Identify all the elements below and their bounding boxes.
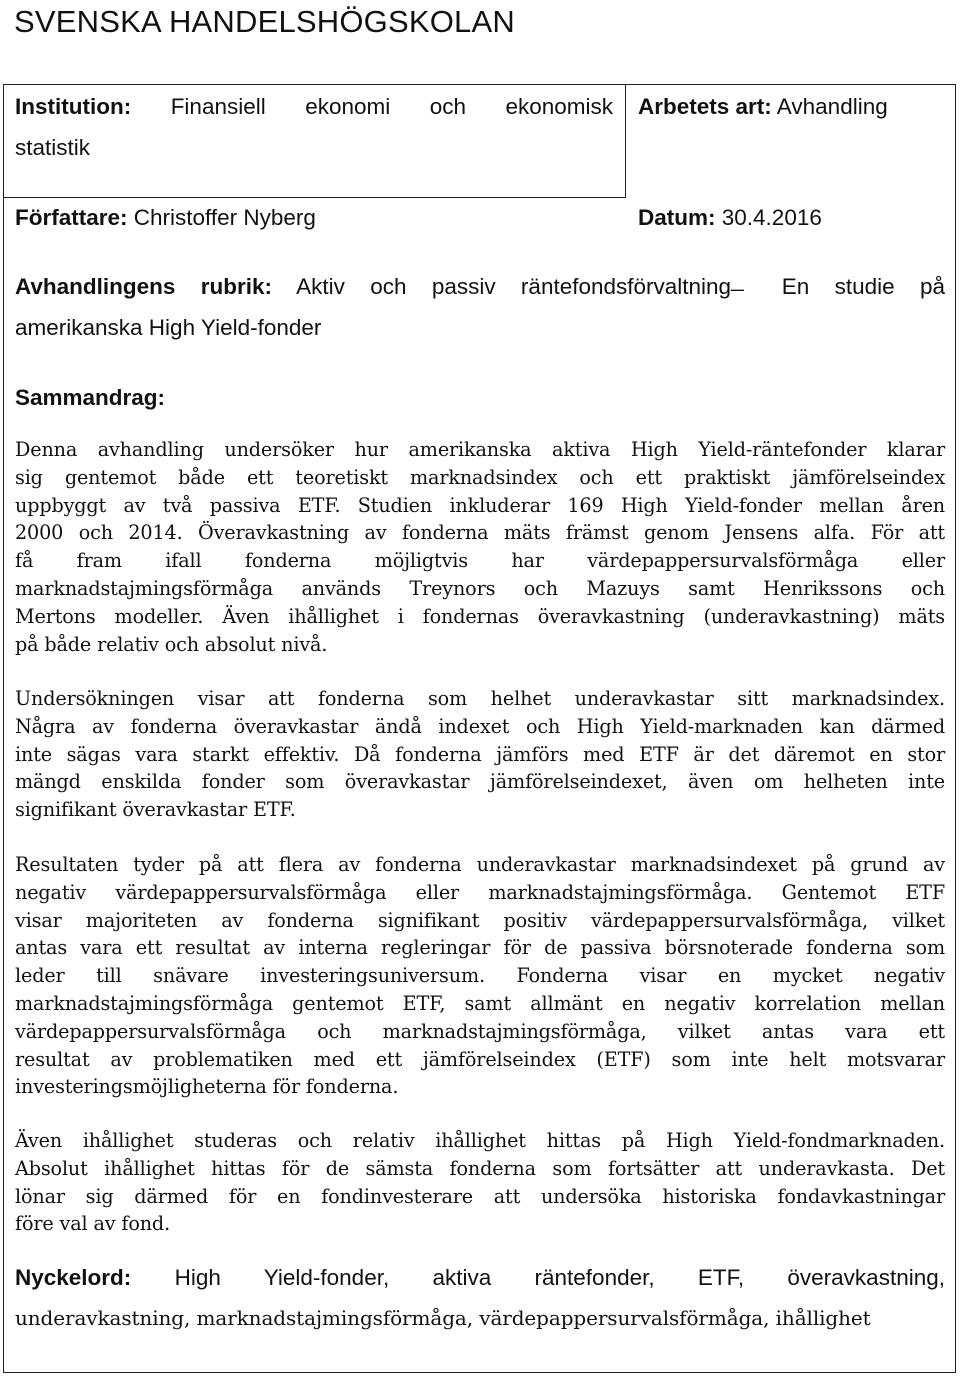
- summary-line: 2000 och 2014. Överavkastning av fonderna mäts främst genom Jensens alfa. För att: [15, 521, 945, 545]
- summary-paragraph-2: [15, 685, 945, 824]
- institution-field: [15, 86, 613, 168]
- summary-line: visar majoriteten av fonderna signifikant positiv värdepappersurvalsförmåga, vilket: [15, 908, 945, 932]
- summary-line: Denna avhandling undersöker hur amerikanska aktiva High Yield-räntefonder klarar: [15, 438, 945, 461]
- work-type-label: Arbetets art:: [638, 94, 772, 119]
- keywords-line-1: [15, 1257, 945, 1298]
- thesis-title-value-line2: amerikanska High Yield-fonder: [15, 315, 322, 340]
- author-field: [15, 197, 316, 238]
- summary-line: på både relativ och absolut nivå.: [15, 632, 328, 656]
- summary-line: marknadstajmingsförmåga används Treynors och Mazuys samt Henrikssons och: [15, 576, 945, 600]
- work-type-field: [638, 86, 888, 127]
- author-value: Christoffer Nyberg: [133, 205, 316, 230]
- date-label: Datum:: [638, 205, 716, 230]
- summary-paragraph-1: [15, 436, 945, 658]
- author-label: Författare:: [15, 205, 128, 230]
- thesis-title-line-1: [15, 266, 945, 307]
- institution-label: Institution:: [15, 94, 132, 119]
- keywords-line1: High Yield-fonder, aktiva räntefonder, ETF, överavkastning,: [174, 1265, 945, 1290]
- summary-paragraph-4: [15, 1127, 945, 1238]
- summary-line: Mertons modeller. Även ihållighet i fondernas överavkastning (underavkastning) mäts: [15, 604, 945, 628]
- keywords-field: [15, 1257, 945, 1339]
- summary-line: Absolut ihållighet hittas för de sämsta fonderna som fortsätter att underavkasta. Det: [15, 1156, 945, 1180]
- summary-line: leder till snävare investeringsuniversum. Fonderna visar en mycket negativ: [15, 964, 945, 988]
- summary-line: före val av fond.: [15, 1212, 171, 1236]
- summary-line: resultat av problematiken med ett jämförelseindex (ETF) som inte helt motsvarar: [15, 1047, 945, 1071]
- summary-line: Några av fonderna överavkastar ändå indexet och High Yield-marknaden kan därmed: [15, 714, 945, 738]
- summary-line: få fram ifall fonderna möjligtvis har värdepappersurvalsförmåga eller: [15, 549, 945, 573]
- column-divider: [625, 84, 626, 198]
- thesis-title-field: [15, 266, 945, 348]
- work-type-value: Avhandling: [776, 94, 888, 119]
- summary-line: Även ihållighet studeras och relativ ihållighet hittas på High Yield-fondmarknaden.: [15, 1129, 945, 1152]
- summary-line: uppbyggt av två passiva ETF. Studien inkluderar 169 High Yield-fonder mellan åren: [15, 493, 945, 517]
- date-field: [638, 197, 822, 238]
- summary-line: Resultaten tyder på att flera av fonderna underavkastar marknadsindexet på grund av: [15, 853, 945, 876]
- summary-line: värdepappersurvalsförmåga och marknadstajmingsförmåga, vilket antas vara ett: [15, 1019, 945, 1043]
- keywords-label: Nyckelord:: [15, 1265, 132, 1290]
- date-value: 30.4.2016: [721, 205, 822, 230]
- summary-line: negativ värdepappersurvalsförmåga eller marknadstajmingsförmåga. Gentemot ETF: [15, 880, 945, 904]
- thesis-title-value-line1: Aktiv och passiv räntefondsförvaltning ̶ En studie på: [296, 274, 945, 299]
- thesis-title-label: Avhandlingens rubrik:: [15, 274, 273, 299]
- summary-line: marknadstajmingsförmåga gentemot ETF, samt allmänt en negativ korrelation mellan: [15, 991, 945, 1015]
- summary-line: inte sägas vara starkt effektiv. Då fonderna jämförs med ETF är det däremot en stor: [15, 742, 945, 766]
- summary-heading: Sammandrag:: [15, 385, 166, 410]
- summary-line: signifikant överavkastar ETF.: [15, 798, 296, 822]
- summary-line: lönar sig därmed för en fondinvesterare att undersöka historiska fondavkastningar: [15, 1184, 945, 1208]
- institution-value-line1: Finansiell ekonomi och ekonomisk: [170, 94, 613, 119]
- summary-line: antas vara ett resultat av interna regleringar för de passiva börsnoterade fonderna som: [15, 936, 945, 960]
- summary-paragraph-3: [15, 851, 945, 1101]
- institution-line-1: [15, 86, 613, 127]
- school-name: SVENSKA HANDELSHÖGSKOLAN: [14, 4, 515, 39]
- summary-line: mängd enskilda fonder som överavkastar jämförelseindexet, även om helheten inte: [15, 770, 945, 794]
- summary-line: Undersökningen visar att fonderna som helhet underavkastar sitt marknadsindex.: [15, 687, 945, 710]
- keywords-line2: underavkastning, marknadstajmingsförmåga, värdepappersurvalsförmåga, ihållighet: [15, 1306, 871, 1330]
- summary-line: sig gentemot både ett teoretiskt marknadsindex och ett praktiskt jämförelseindex: [15, 465, 945, 489]
- institution-value-line2: statistik: [15, 135, 91, 160]
- summary-line: investeringsmöjligheterna för fonderna.: [15, 1075, 399, 1099]
